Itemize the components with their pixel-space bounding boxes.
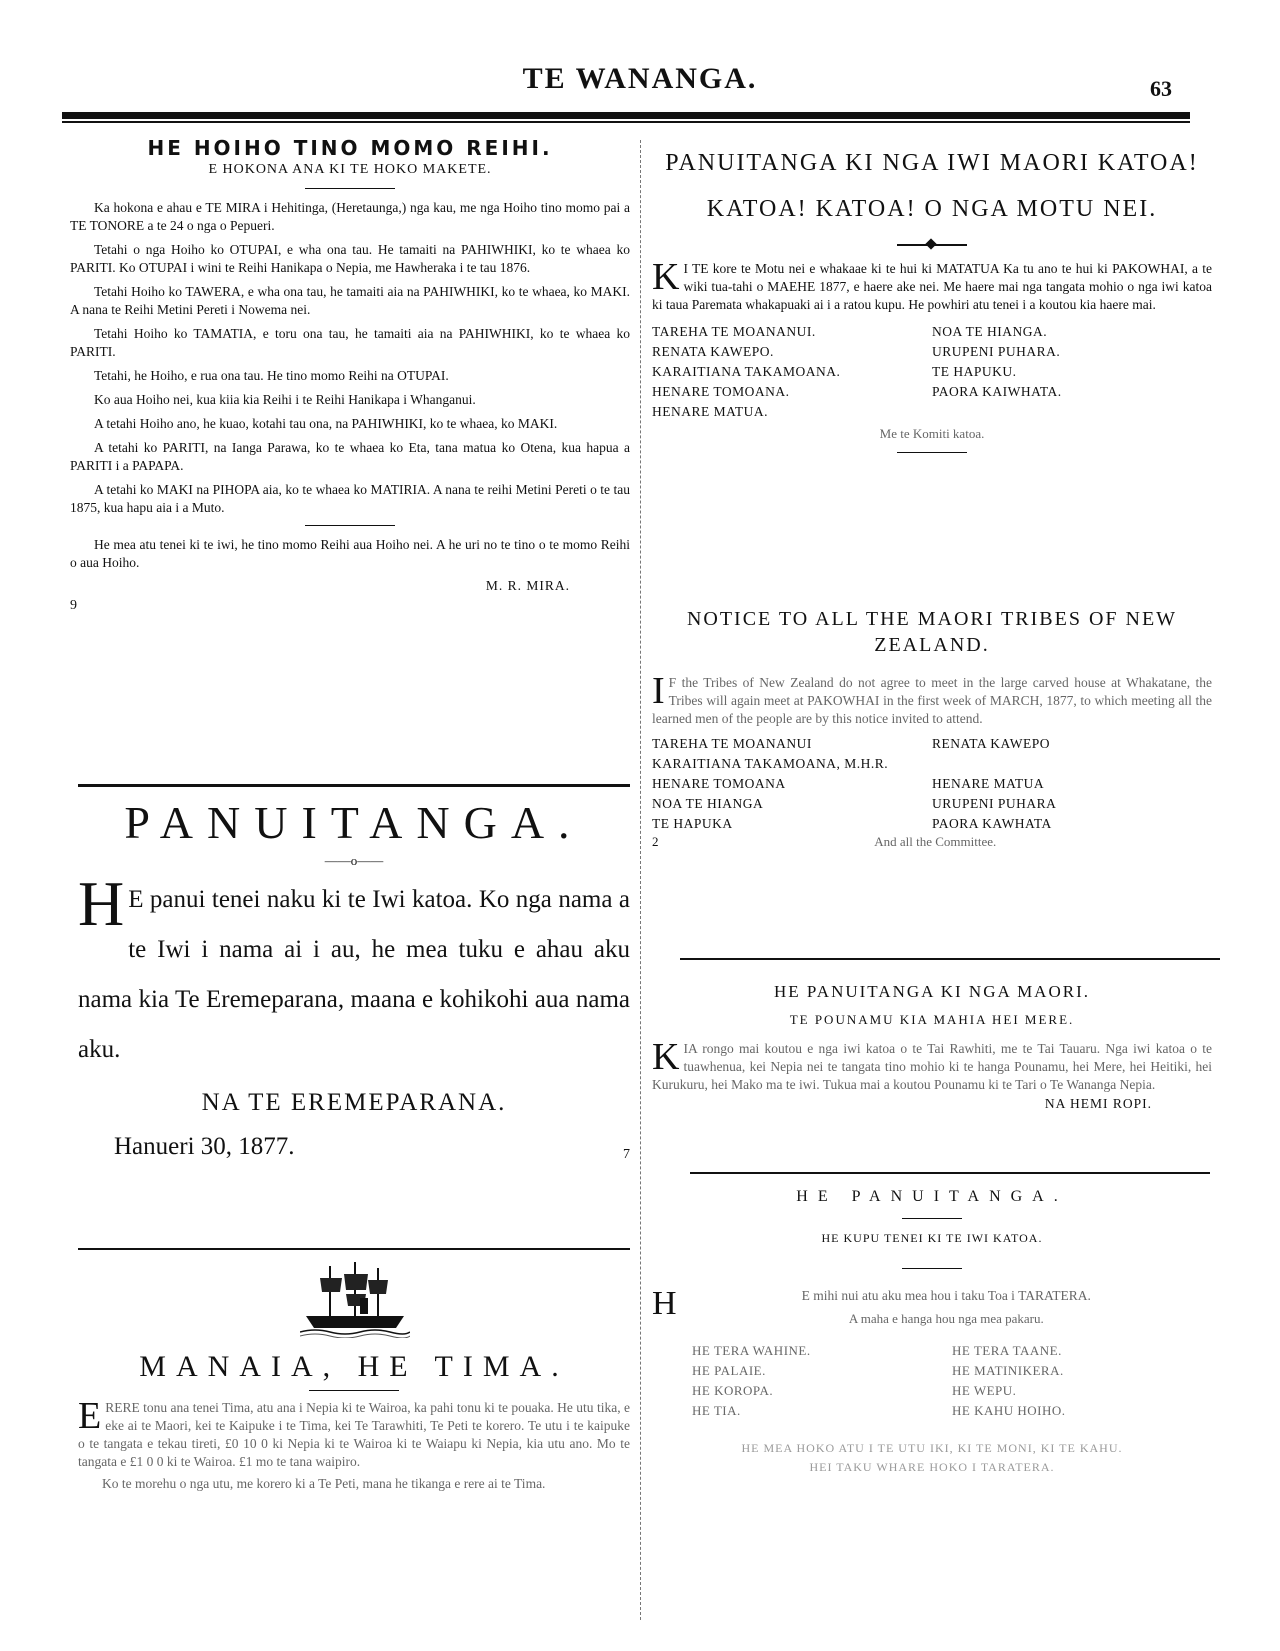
signatory-name: HENARE MATUA. xyxy=(652,404,768,419)
divider xyxy=(309,1390,399,1391)
signatory-name: URUPENI PUHARA xyxy=(932,796,1057,811)
pounamu-subtitle: TE POUNAMU KIA MAHIA HEI MERE. xyxy=(789,1012,1075,1027)
pounamu-notice xyxy=(652,982,1212,1112)
saddlery-line2: A maha e hanga hou nga mea pakaru. xyxy=(848,1311,1044,1326)
divider xyxy=(897,452,967,453)
divider xyxy=(902,1218,962,1219)
signatory-name: HENARE TOMOANA xyxy=(652,776,786,791)
saddlery-item: HE PALAIE. xyxy=(692,1363,766,1378)
ad-number: 2 xyxy=(652,834,659,849)
dropcap: K xyxy=(652,256,680,298)
committee-line: And all the Committee. xyxy=(874,834,997,849)
pounamu-body xyxy=(652,1036,1212,1094)
saddlery-subtitle: HE KUPU TENEI KI TE IWI KATOA. xyxy=(821,1231,1043,1245)
committee-line: Me te Komiti katoa. xyxy=(879,426,985,441)
signatory-name: PAORA KAIWHATA. xyxy=(932,384,1062,399)
horse-ad-paragraph: Tetahi o nga Hoiho ko OTUPAI, e wha ona tau. He tamaiti na PAHIWHIKI, ko te whaea ko PARITI. Ko OTUPAI i wini te Reihi Hanikapa o Nepia, me Hawheraka i te tau 1876. xyxy=(70,242,630,275)
ad-number: 9 xyxy=(70,598,77,613)
panuitanga-title: PANUITANGA. xyxy=(124,797,584,848)
tribal-notice-text: I TE kore te Motu nei e whakaae ki te hui ki MATATUA Ka tu ano te hui ki PAKOWHAI, a te wiki tua-tahi o MAEHE 1877, e haere ake nei. Me haere mai nga tangata mohio o nga iwi katoa ki taua Paremata whakapuaki ai i a ratou kupu. He powhiri atu tenei i a koutou kia haere mai. xyxy=(652,261,1212,312)
horse-ad-paragraph: Ko aua Hoiho nei, kua kiia kia Reihi i te Reihi Hanikapa i Whanganui. xyxy=(94,392,476,407)
signatory-name: HENARE TOMOANA. xyxy=(652,384,790,399)
steamer-footer: Ko te morehu o nga utu, me korero ki a Te Peti, mana he tikanga e rere ai te Tima. xyxy=(102,1476,546,1491)
horse-ad-paragraph: A tetahi Hoiho ano, he kuao, kotahi tau ona, na PAHIWHIKI, ko te whaea, ko MAKI. xyxy=(94,416,558,431)
signatory-name xyxy=(932,402,1212,422)
masthead-rule-thin xyxy=(62,121,1190,123)
panuitanga-signature: NA TE EREMEPARANA. xyxy=(201,1089,507,1116)
saddlery-item-list xyxy=(692,1341,1212,1421)
steamer-ad xyxy=(78,1350,630,1493)
pounamu-signature: NA HEMI ROPI. xyxy=(1044,1096,1152,1111)
english-notice-body xyxy=(652,670,1212,728)
ornament-divider xyxy=(897,244,967,246)
saddlery-footer: HEI TAKU WHARE HOKO I TARATERA. xyxy=(809,1460,1055,1474)
horse-ad-body xyxy=(70,199,630,517)
horse-ad-title: HE HOIHO TINO MOMO REIHI. xyxy=(147,136,553,160)
tribal-notice-title: PANUITANGA KI NGA IWI MAORI KATOA! KATOA! KATOA! O NGA MOTU NEI. xyxy=(665,150,1199,222)
divider xyxy=(305,525,395,526)
saddlery-title: HE PANUITANGA. xyxy=(796,1188,1068,1205)
signatory-name: RENATA KAWEPO. xyxy=(652,344,774,359)
ornament: ——o—— xyxy=(324,853,384,868)
saddlery-text: E mihi nui atu aku mea hou i taku Toa i TARATERA. xyxy=(801,1288,1091,1303)
section-rule xyxy=(78,784,630,787)
panuitanga-date: Hanueri 30, 1877. xyxy=(114,1133,295,1160)
saddlery-item: HE KAHU HOIHO. xyxy=(952,1403,1066,1418)
horse-ad-subtitle: E HOKONA ANA KI TE HOKO MAKETE. xyxy=(208,162,492,177)
panuitanga-text: E panui tenei naku ki te Iwi katoa. Ko nga nama a te Iwi i nama ai i au, he mea tuku e ahau aku nama kia Te Eremeparana, maana e kohikohi aua nama aku. xyxy=(78,886,630,1063)
signatory-name: TE HAPUKU. xyxy=(932,364,1017,379)
horse-ad-paragraph: Tetahi Hoiho ko TAWERA, e wha ona tau, he tamaiti aia na PAHIWHIKI, ko te whaea, ko MAKI. A nana te Reihi Metini Pereti i Nowema nei. xyxy=(70,284,630,317)
english-notice xyxy=(652,606,1212,850)
page-number: 63 xyxy=(1150,76,1172,101)
horse-ad-paragraph: Ka hokona e ahau e TE MIRA i Hehitinga, (Heretaunga,) nga kau, me nga Hoiho tino momo pai a TE TONORE a te 24 o nga o Pepueri. xyxy=(70,200,630,233)
steamship-illustration-icon xyxy=(300,1258,410,1338)
ad-number: 7 xyxy=(623,1147,630,1162)
tribal-notice-body xyxy=(652,256,1212,314)
signatory-name: KARAITIANA TAKAMOANA. xyxy=(652,364,841,379)
divider xyxy=(902,1268,962,1269)
signatory-name: TAREHA TE MOANANUI. xyxy=(652,324,816,339)
closing-text: He mea atu tenei ki te iwi, he tino momo Reihi aua Hoiho nei. A he uri no te tino o te momo Reihi o aua Hoiho. xyxy=(70,537,630,570)
pounamu-text: IA rongo mai koutou e nga iwi katoa o te Tai Rawhiti, me te Tai Tauaru. Nga iwi katoa o te tuawhenua, kei Nepia nei te tangata tino mohio ki te hanga Pounamu, hei Mere, hei Heitiki, hei Kurukuru, hei Mako ma te iwi. Tukua mai a koutou Pounamu ki te Tari o Te Wananga Nepia. xyxy=(652,1041,1212,1092)
horse-ad-paragraph: Tetahi, he Hoiho, e rua ona tau. He tino momo Reihi na OTUPAI. xyxy=(94,368,449,383)
signatory-name: TE HAPUKA xyxy=(652,816,733,831)
section-rule xyxy=(690,1172,1210,1174)
pounamu-title: HE PANUITANGA KI NGA MAORI. xyxy=(774,982,1090,1001)
dropcap: K xyxy=(652,1036,680,1078)
saddlery-item: HE MATINIKERA. xyxy=(952,1363,1064,1378)
signatory-name: PAORA KAWHATA xyxy=(932,816,1052,831)
saddlery-item: HE WEPU. xyxy=(952,1383,1017,1398)
column-divider xyxy=(640,140,641,1620)
english-notice-text: F the Tribes of New Zealand do not agree to meet in the large carved house at Whakatane, the Tribes will again meet at PAKOWHAI in the first week of MARCH, 1877, to which meeting all the learned men of the people are by this notice invited to attend. xyxy=(652,675,1212,726)
saddlery-item: HE TIA. xyxy=(692,1403,741,1418)
signatory-name: KARAITIANA TAKAMOANA, M.H.R. xyxy=(652,756,889,771)
section-rule xyxy=(680,958,1220,960)
signatory-list xyxy=(652,734,1212,834)
signatory-list xyxy=(652,322,1212,422)
steamer-body xyxy=(78,1395,630,1471)
saddlery-ad xyxy=(652,1188,1212,1475)
horse-ad-paragraph: A tetahi ko MAKI na PIHOPA aia, ko te whaea ko MATIRIA. A nana te reihi Metini Pereti o te tau 1875, kua hapu aia i a Muto. xyxy=(70,482,630,515)
horse-ad-paragraph: Tetahi Hoiho ko TAMATIA, e toru ona tau, he tamaiti aia na PAHIWHIKI, ko te whaea ko PARITI. xyxy=(70,326,630,359)
section-rule xyxy=(78,1248,630,1250)
masthead-title: TE WANANGA. xyxy=(522,62,758,95)
dropcap: I xyxy=(652,670,665,712)
divider xyxy=(305,188,395,189)
horse-ad-signature: M. R. MIRA. xyxy=(485,578,570,593)
saddlery-item: HE TERA TAANE. xyxy=(952,1343,1062,1358)
steamer-text: RERE tonu ana tenei Tima, atu ana i Nepia ki te Wairoa, ka pahi tonu ki te pouaka. He utu tika, e eke ai te Maori, kei te Kaipuke i te Tima, kei Te Tarawhiti, Te Peti te korero. Te utu i te kaipuke o te tangata e tekau tireti, £0 10 0 ki Nepia ki te Wairoa ki te Waiapu ki Nepia, kia utu ano. Mo te tangata e £1 0 0 ki te Wairoa. £1 mo te tana waipiro. xyxy=(78,1400,630,1469)
english-notice-title: NOTICE TO ALL THE MAORI TRIBES OF NEW ZEALAND. xyxy=(686,608,1178,656)
signatory-name: NOA TE HIANGA. xyxy=(932,324,1048,339)
signatory-name: TAREHA TE MOANANUI xyxy=(652,736,812,751)
horse-ad-paragraph: A tetahi ko PARITI, na Ianga Parawa, ko te whaea ko Eta, tana matua ko Otena, kua hapua a PARITI i a PAPAPA. xyxy=(70,440,630,473)
panuitanga-notice xyxy=(78,796,630,1163)
signatory-name: URUPENI PUHARA. xyxy=(932,344,1061,359)
tribal-meeting-notice xyxy=(652,140,1212,453)
masthead-rule xyxy=(62,112,1190,119)
dropcap: E xyxy=(78,1395,102,1437)
saddlery-item: HE TERA WAHINE. xyxy=(692,1343,811,1358)
signatory-name xyxy=(932,754,1212,774)
panuitanga-body xyxy=(78,868,630,1075)
saddlery-item: HE KOROPA. xyxy=(692,1383,774,1398)
signatory-name: HENARE MATUA xyxy=(932,776,1045,791)
signatory-name: RENATA KAWEPO xyxy=(932,736,1050,751)
dropcap: H xyxy=(78,868,125,939)
steamer-title: MANAIA, HE TIMA. xyxy=(139,1350,569,1383)
saddlery-footer: HE MEA HOKO ATU I TE UTU IKI, KI TE MONI, KI TE KAHU. xyxy=(741,1441,1123,1455)
horse-ad-closing xyxy=(70,536,630,572)
horse-ad xyxy=(70,136,630,614)
notice-footer xyxy=(652,834,1212,850)
signatory-name: NOA TE HIANGA xyxy=(652,796,764,811)
dropcap: H xyxy=(652,1285,677,1322)
